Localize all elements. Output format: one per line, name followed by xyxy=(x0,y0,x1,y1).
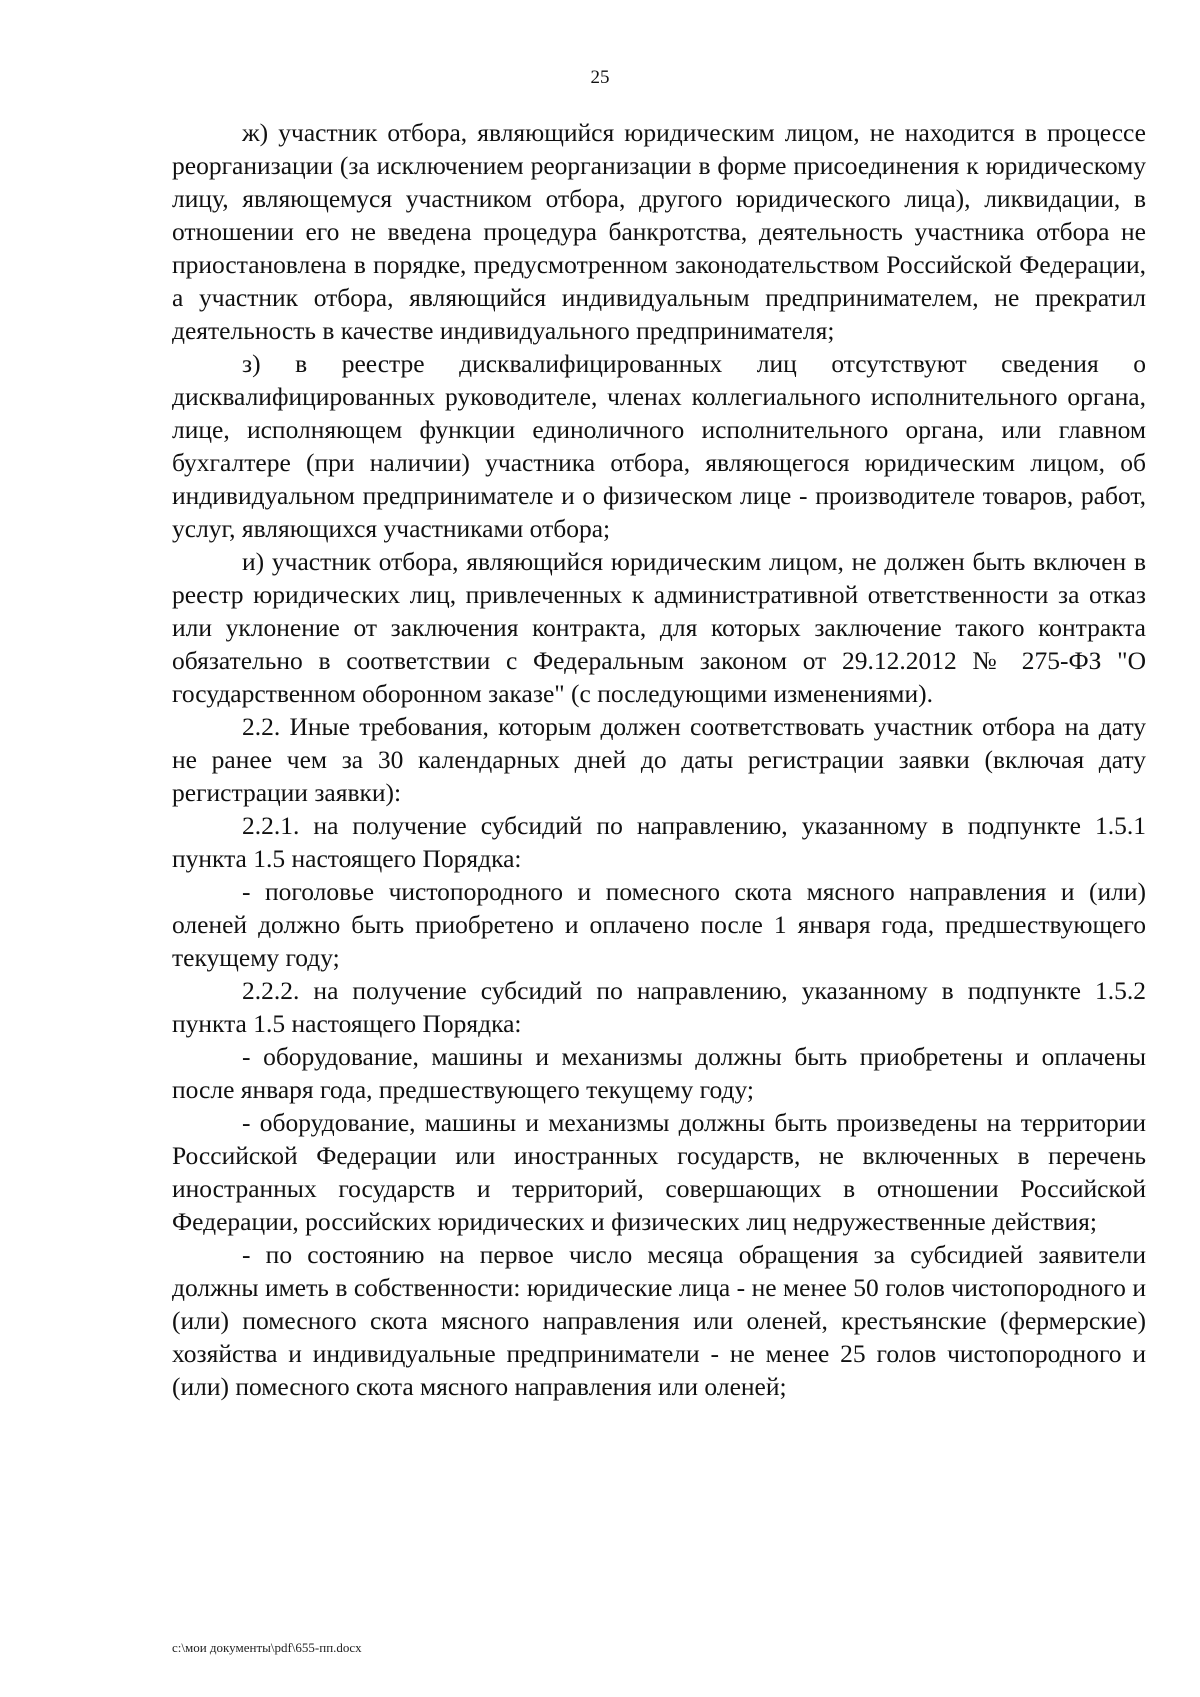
paragraph-equipment-origin: - оборудование, машины и механизмы должны быть произведены на территории Российской Федерации или иностранных государств, не включенных в перечень иностранных государств и территорий, совершающих в отношении Российской Федерации, российских юридических и физических лиц недружественные действия; xyxy=(172,1108,1146,1236)
document-body xyxy=(172,116,1146,1403)
paragraph-zh: ж) участник отбора, являющийся юридическим лицом, не находится в процессе реорганизации (за исключением реорганизации в форме присоединения к юридическому лицу, являющемуся участником отбора, другого юридического лица), ликвидации, в отношении его не введена процедура банкротства, деятельность участника отбора не приостановлена в порядке, предусмотренном законодательством Российской Федерации, а участник отбора, являющийся индивидуальным предпринимателем, не прекратил деятельность в качестве индивидуального предпринимателя; xyxy=(172,118,1146,345)
paragraph-2-2: 2.2. Иные требования, которым должен соответствовать участник отбора на дату не ранее чем за 30 календарных дней до даты регистрации заявки (включая дату регистрации заявки): xyxy=(172,712,1146,807)
paragraph-2-2-2: 2.2.2. на получение субсидий по направлению, указанному в подпункте 1.5.2 пункта 1.5 настоящего Порядка: xyxy=(172,976,1146,1038)
paragraph-z: з) в реестре дисквалифицированных лиц отсутствуют сведения о дисквалифицированных руководителе, членах коллегиального исполнительного органа, лице, исполняющем функции единоличного исполнительного органа, или главном бухгалтере (при наличии) участника отбора, являющегося юридическим лицом, об индивидуальном предпринимателе и о физическом лице - производителе товаров, работ, услуг, являющихся участниками отбора; xyxy=(172,349,1146,543)
paragraph-livestock: - поголовье чистопородного и помесного скота мясного направления и (или) оленей должно быть приобретено и оплачено после 1 января года, предшествующего текущему году; xyxy=(172,877,1146,972)
paragraph-ownership: - по состоянию на первое число месяца обращения за субсидией заявители должны иметь в собственности: юридические лица - не менее 50 голов чистопородного и (или) помесного скота мясного направления или оленей, крестьянские (фермерские) хозяйства и индивидуальные предприниматели - не менее 25 голов чистопородного и (или) помесного скота мясного направления или оленей; xyxy=(172,1240,1146,1401)
page-number: 25 xyxy=(590,67,610,88)
footer-file-path: c:\мои документы\pdf\655-пп.docx xyxy=(172,1640,362,1655)
paragraph-i: и) участник отбора, являющийся юридическим лицом, не должен быть включен в реестр юридических лиц, привлеченных к административной ответственности за отказ или уклонение от заключения контракта, для которых заключение такого контракта обязательно в соответствии с Федеральным законом от 29.12.2012 № 275-ФЗ "О государственном оборонном заказе" (с последующими изменениями). xyxy=(172,547,1146,708)
paragraph-2-2-1: 2.2.1. на получение субсидий по направлению, указанному в подпункте 1.5.1 пункта 1.5 настоящего Порядка: xyxy=(172,811,1146,873)
paragraph-equipment-paid: - оборудование, машины и механизмы должны быть приобретены и оплачены после января года, предшествующего текущему году; xyxy=(172,1042,1146,1104)
